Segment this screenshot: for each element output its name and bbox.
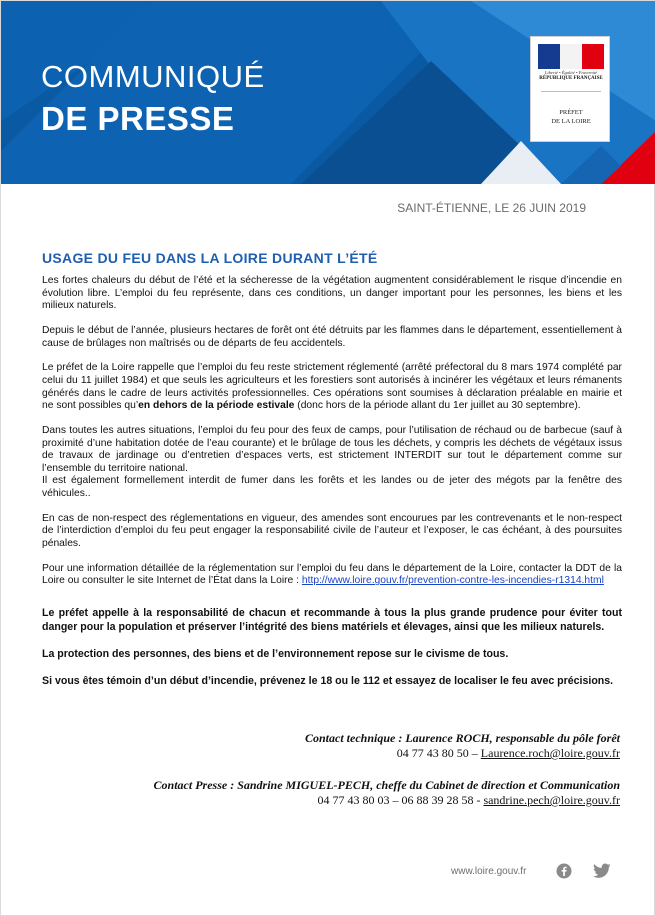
prefecture-logo — [530, 36, 610, 142]
logo-prefet-line-2: DE LA LOIRE — [551, 118, 591, 125]
title-line-1: COMMUNIQUÉ — [41, 59, 265, 94]
title-line-2: DE PRESSE — [41, 100, 235, 137]
paragraph-3-bold: en dehors de la période estivale — [138, 400, 295, 412]
logo-divider — [541, 91, 601, 92]
contact-presse-phone: 04 77 43 80 03 – 06 88 39 28 58 - — [317, 793, 484, 807]
contact-presse-email[interactable]: sandrine.pech@loire.gouv.fr — [483, 793, 620, 807]
contact-technique-email[interactable]: Laurence.roch@loire.gouv.fr — [480, 746, 620, 760]
bold-paragraph-2: La protection des personnes, des biens et de l’environnement repose sur le civisme de tous. — [42, 647, 509, 660]
paragraph-3-end: (donc hors de la période allant du 1er juillet au 30 septembre). — [294, 400, 581, 412]
french-flag-icon — [538, 44, 604, 69]
paragraph-4: Dans toutes les autres situations, l’emploi du feu pour des feux de camps, pour l’utilisation de réchaud ou de barbecue (sauf à proximité d’une habitation dotée de l’eau courante) et le brûlage de tous les déchets, y compris les déchets de végétaux issus de travaux de jardinage ou d’entretien d’espaces verts, est strictement INTERDIT sur tout le département comme sur l’ensemble du territoire national. — [42, 424, 622, 474]
paragraph-3 — [42, 362, 622, 412]
contact-presse — [154, 778, 620, 808]
twitter-icon[interactable] — [593, 863, 611, 879]
bold-paragraph-3: Si vous êtes témoin d’un début d’incendie, prévenez le 18 ou le 112 et essayez de localiser le feu avec précisions. — [42, 674, 614, 687]
header-banner — [1, 1, 655, 184]
paragraph-3-start: Le préfet de la Loire rappelle que l’emploi du feu reste strictement réglementé (arrêté préfectoral du 8 mars 1974 complété par celui du 11 juillet 1984) et que seuls les agriculteurs et les forestiers sont autorisés à incinérer les végétaux et leurs rémanents générés dans le cadre de leurs activités professionnelles. Ces opérations sont soumises à déclaration préalable en mairie et ne sont possibles qu’ — [42, 362, 622, 412]
body-text — [42, 275, 622, 701]
info-link[interactable]: http://www.loire.gouv.fr/prevention-contre-les-incendies-r1314.html — [301, 575, 604, 587]
bold-paragraph-1: Le préfet appelle à la responsabilité de chacun et recommande à tous la plus grande prudence pour éviter tout danger pour la population et préserver l’intégrité des biens matériels et élevages, ainsi que les milieux naturels. — [42, 606, 622, 633]
paragraph-6: En cas de non-respect des réglementations en vigueur, des amendes sont encourues par les contrevenants et le non-respect de l’interdiction d’emploi du feu peut engager la responsabilité civile de l’auteur et l’exposer, le cas échéant, à des poursuites pénales. — [42, 512, 622, 549]
logo-republic: RÉPUBLIQUE FRANÇAISE — [539, 76, 603, 81]
contact-technique — [305, 731, 620, 761]
paragraph-7 — [42, 563, 622, 588]
contact-presse-details — [154, 793, 620, 808]
facebook-icon[interactable] — [556, 863, 572, 879]
contact-technique-details — [305, 746, 620, 761]
paragraph-5: Il est également formellement interdit de fumer dans les forêts et les landes ou de jeter des mégots par la fenêtre des véhicules.. — [42, 475, 622, 499]
dateline: SAINT-ÉTIENNE, LE 26 JUIN 2019 — [397, 201, 586, 215]
logo-prefet — [531, 108, 611, 126]
contact-technique-label: Contact technique : Laurence ROCH, responsable du pôle forêt — [305, 731, 620, 745]
contact-technique-phone: 04 77 43 80 50 – — [396, 746, 481, 760]
logo-motto: Liberté • Égalité • Fraternité — [544, 70, 598, 75]
page-title: USAGE DU FEU DANS LA LOIRE DURANT L’ÉTÉ — [42, 250, 378, 266]
contact-presse-label: Contact Presse : Sandrine MIGUEL-PECH, cheffe du Cabinet de direction et Communication — [153, 778, 620, 792]
logo-prefet-line-1: PRÉFET — [559, 109, 583, 116]
paragraph-7-text: Pour une information détaillée de la réglementation sur l’emploi du feu dans le département de la Loire, contacter la DDT de la Loire ou consulter le site Internet de l’État dans la Loire : — [42, 562, 622, 587]
paragraph-1: Les fortes chaleurs du début de l’été et la sécheresse de la végétation augmentent considérablement le risque d’incendie en évolution libre. L’emploi du feu représente, dans ces conditions, un danger important pour les personnes, les biens et les milieux naturels. — [42, 275, 622, 312]
paragraph-2: Depuis le début de l’année, plusieurs hectares de forêt ont été détruits par les flammes dans le département, essentiellement à cause de brûlages non maîtrisés ou de départs de feu accidentels. — [42, 324, 622, 349]
footer-website[interactable]: www.loire.gouv.fr — [451, 866, 527, 877]
